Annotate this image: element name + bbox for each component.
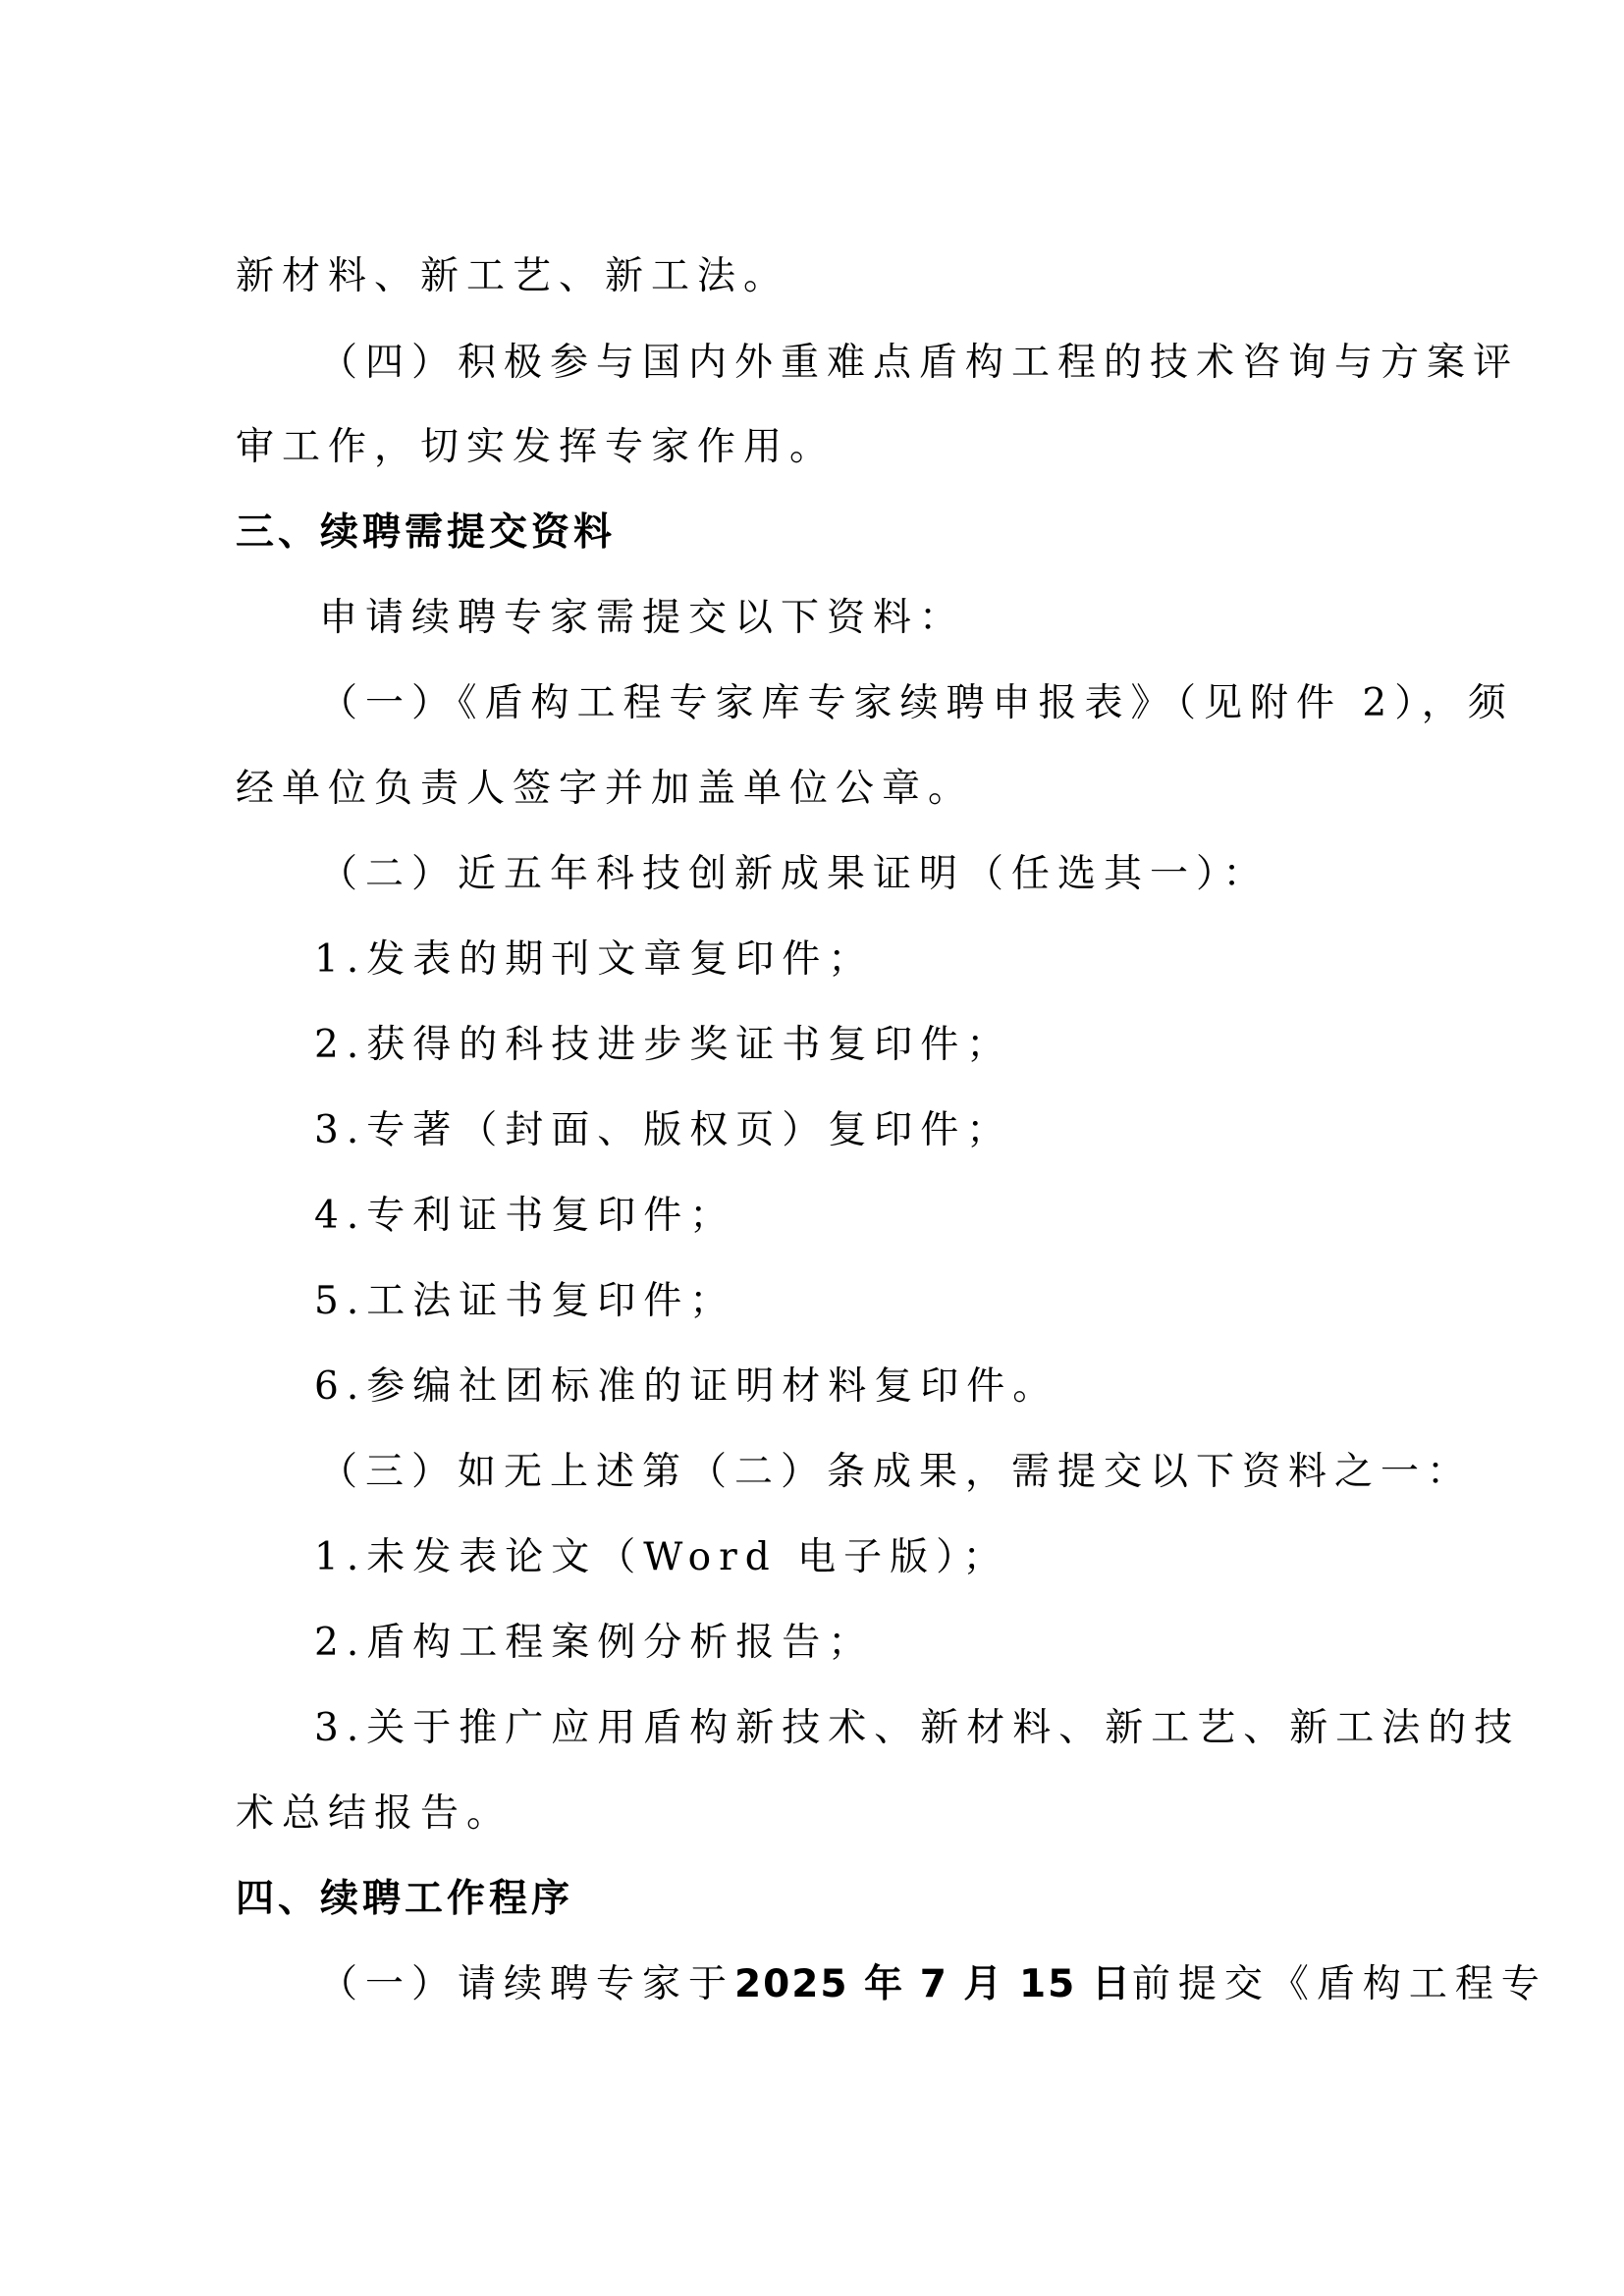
- paragraph-text: 前提交《盾构工程专: [1131, 1962, 1547, 2006]
- list-item: 2.获得的科技进步奖证书复印件；: [314, 1023, 1013, 1067]
- paragraph-line: 经单位负责人签字并加盖单位公章。: [236, 767, 975, 811]
- section-heading: 四、续聘工作程序: [236, 1877, 574, 1921]
- paragraph-text: （一）请续聘专家于: [319, 1962, 735, 2006]
- list-item: 4.专利证书复印件；: [314, 1194, 736, 1238]
- list-item: 3.专著（封面、版权页）复印件；: [314, 1108, 1013, 1152]
- paragraph-line: （一）《盾构工程专家库专家续聘申报表》（见附件 2），须: [319, 681, 1514, 725]
- section-heading: 三、续聘需提交资料: [236, 510, 617, 555]
- list-item: 3.关于推广应用盾构新技术、新材料、新工艺、新工法的技: [314, 1706, 1521, 1750]
- list-item: 2.盾构工程案例分析报告；: [314, 1621, 875, 1665]
- list-item: 5.工法证书复印件；: [314, 1279, 736, 1323]
- paragraph-line: （二）近五年科技创新成果证明（任选其一）：: [319, 852, 1270, 896]
- deadline-date: 2025 年 7 月 15 日: [734, 1962, 1132, 2006]
- paragraph-line: [0, 1955, 1624, 2014]
- paragraph-line: 术总结报告。: [236, 1791, 514, 1836]
- list-item: 1.发表的期刊文章复印件；: [314, 937, 875, 982]
- paragraph-line: （四）积极参与国内外重难点盾构工程的技术咨询与方案评: [319, 341, 1520, 385]
- paragraph-line: 审工作，切实发挥专家作用。: [236, 425, 837, 469]
- list-item: 1.未发表论文（Word 电子版）；: [314, 1535, 1009, 1579]
- paragraph-line: （三）如无上述第（二）条成果，需提交以下资料之一：: [319, 1450, 1474, 1494]
- list-item: 6.参编社团标准的证明材料复印件。: [314, 1364, 1059, 1409]
- paragraph-line: 新材料、新工艺、新工法。: [236, 254, 790, 298]
- paragraph-line: 申请续聘专家需提交以下资料：: [319, 596, 966, 640]
